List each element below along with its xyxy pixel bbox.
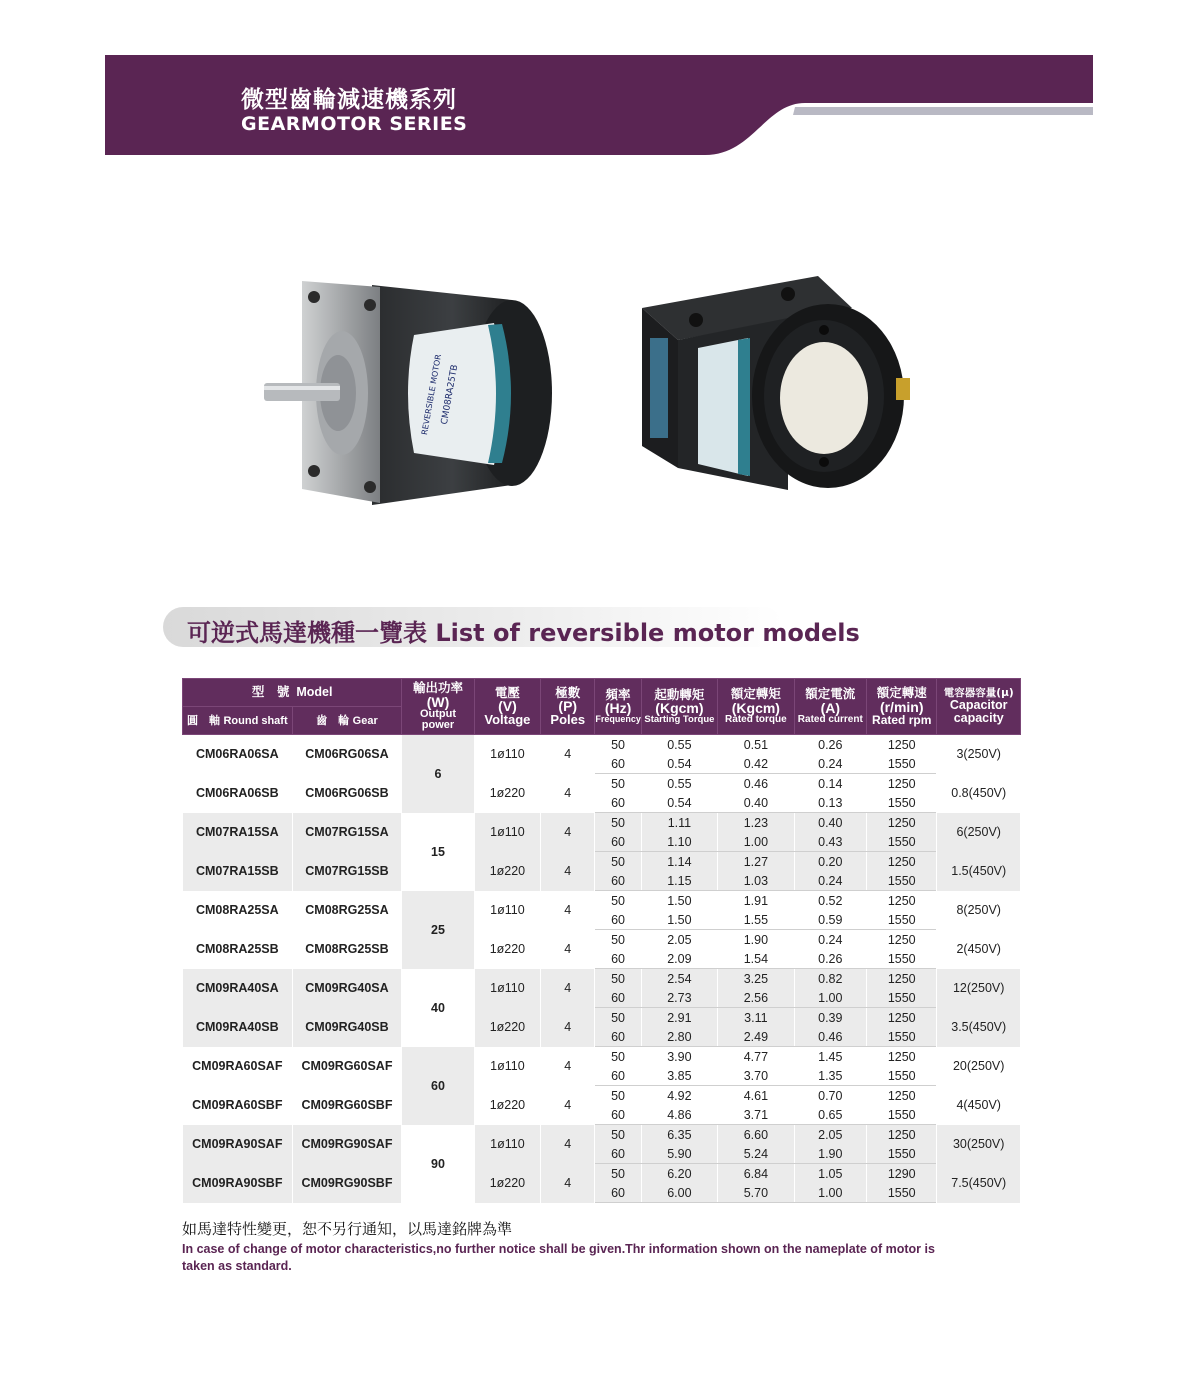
cell-rated-torque: 1.54 (718, 949, 794, 969)
cell-rated-current: 1.00 (794, 988, 866, 1008)
cell-voltage: 1ø110 (474, 891, 540, 930)
cell-capacitor: 3(250V) (937, 735, 1021, 774)
header-poles-cn: 極數 (555, 684, 581, 700)
cell-poles: 4 (541, 1086, 595, 1125)
header-gear-cn: 齒 輪 (316, 715, 350, 727)
cell-frequency: 60 (595, 793, 641, 813)
cell-rated-current: 0.52 (794, 891, 866, 911)
cell-frequency: 50 (595, 1008, 641, 1028)
header-capacitor (937, 679, 1021, 735)
cell-rated-torque: 1.91 (718, 891, 794, 911)
cell-starting-torque: 2.73 (641, 988, 717, 1008)
cell-frequency: 60 (595, 1027, 641, 1047)
cell-frequency: 60 (595, 1105, 641, 1125)
cell-rated-rpm: 1550 (867, 949, 937, 969)
header-round-en: Round shaft (223, 715, 288, 727)
header-rated-rpm (867, 679, 937, 735)
cell-voltage: 1ø220 (474, 1086, 540, 1125)
cell-starting-torque: 4.92 (641, 1086, 717, 1106)
cell-gear-model: CM08RG25SB (292, 930, 402, 969)
header-title-en: GEARMOTOR SERIES (241, 113, 468, 135)
table-row (183, 1125, 1021, 1145)
header-round-shaft (183, 707, 293, 735)
cell-frequency: 60 (595, 949, 641, 969)
cell-rated-current: 0.39 (794, 1008, 866, 1028)
header-rated-cn: 額定轉矩 (730, 686, 781, 702)
cell-rated-torque: 1.00 (718, 832, 794, 852)
cell-gear-model: CM06RG06SA (292, 735, 402, 774)
cell-capacitor: 0.8(450V) (937, 774, 1021, 813)
cell-starting-torque: 1.11 (641, 813, 717, 833)
cell-rated-current: 0.26 (794, 949, 866, 969)
cell-gear-model: CM09RG60SAF (292, 1047, 402, 1086)
header-power-cn: 輸出功率 (413, 680, 464, 696)
cell-rated-rpm: 1250 (867, 1047, 937, 1067)
cell-gear-model: CM09RG60SBF (292, 1086, 402, 1125)
cell-rated-torque: 0.40 (718, 793, 794, 813)
header-rated-torque (718, 679, 794, 735)
cell-rated-torque: 2.56 (718, 988, 794, 1008)
cell-rated-current: 1.45 (794, 1047, 866, 1067)
label-text-type: REVERSIBLE MOTOR (420, 353, 444, 436)
cell-capacitor: 6(250V) (937, 813, 1021, 852)
cell-rated-current: 0.13 (794, 793, 866, 813)
cell-rated-current: 2.05 (794, 1125, 866, 1145)
cell-starting-torque: 1.15 (641, 871, 717, 891)
header-voltage (474, 679, 540, 735)
header-rpm-en: Rated rpm (872, 712, 932, 727)
cell-round-shaft-model: CM08RA25SB (183, 930, 293, 969)
cell-voltage: 1ø110 (474, 813, 540, 852)
cell-starting-torque: 0.55 (641, 735, 717, 755)
header-voltage-en: Voltage (484, 712, 531, 728)
header-frequency (595, 679, 641, 735)
header-rated-current (794, 679, 866, 735)
motor-front-illustration (262, 275, 562, 505)
cell-frequency: 50 (595, 891, 641, 911)
cell-voltage: 1ø220 (474, 1008, 540, 1047)
cell-rated-torque: 1.55 (718, 910, 794, 930)
cell-rated-rpm: 1550 (867, 1183, 937, 1203)
cell-voltage: 1ø220 (474, 1164, 540, 1203)
cell-rated-current: 0.26 (794, 735, 866, 755)
cell-output-power: 90 (402, 1125, 474, 1203)
cell-voltage: 1ø110 (474, 1047, 540, 1086)
cell-round-shaft-model: CM09RA40SB (183, 1008, 293, 1047)
header-voltage-cn: 電壓 (494, 684, 520, 700)
cell-frequency: 50 (595, 969, 641, 989)
table-body (183, 735, 1021, 1203)
table-row (183, 852, 1021, 872)
cell-rated-rpm: 1550 (867, 754, 937, 774)
cell-starting-torque: 3.85 (641, 1066, 717, 1086)
cell-rated-torque: 1.90 (718, 930, 794, 950)
cell-rated-torque: 1.23 (718, 813, 794, 833)
cell-gear-model: CM09RG40SB (292, 1008, 402, 1047)
cell-voltage: 1ø110 (474, 1125, 540, 1164)
cell-frequency: 60 (595, 832, 641, 852)
table-row (183, 969, 1021, 989)
cell-rated-current: 0.46 (794, 1027, 866, 1047)
cell-starting-torque: 6.20 (641, 1164, 717, 1184)
cell-rated-current: 0.24 (794, 871, 866, 891)
header-rpm-cn: 額定轉速 (876, 685, 927, 701)
cell-starting-torque: 6.35 (641, 1125, 717, 1145)
motor-photo-front (262, 275, 562, 505)
header-banner (105, 55, 1093, 155)
cell-rated-current: 0.59 (794, 910, 866, 930)
cell-frequency: 60 (595, 871, 641, 891)
cell-rated-rpm: 1550 (867, 988, 937, 1008)
cell-starting-torque: 5.90 (641, 1144, 717, 1164)
cell-rated-torque: 3.70 (718, 1066, 794, 1086)
table-row (183, 891, 1021, 911)
cell-frequency: 50 (595, 813, 641, 833)
cell-capacitor: 1.5(450V) (937, 852, 1021, 891)
cell-rated-rpm: 1250 (867, 1086, 937, 1106)
cell-rated-rpm: 1550 (867, 1027, 937, 1047)
motor-rear-illustration (638, 268, 924, 498)
cell-voltage: 1ø110 (474, 969, 540, 1008)
cell-round-shaft-model: CM09RA60SAF (183, 1047, 293, 1086)
cell-gear-model: CM09RG90SAF (292, 1125, 402, 1164)
cell-round-shaft-model: CM09RA40SA (183, 969, 293, 1008)
cell-rated-current: 0.40 (794, 813, 866, 833)
footnote-cn: 如馬達特性變更，恕不另行通知，以馬達銘牌為準 (182, 1220, 513, 1238)
cell-rated-rpm: 1550 (867, 910, 937, 930)
cell-rated-torque: 5.70 (718, 1183, 794, 1203)
cell-voltage: 1ø220 (474, 774, 540, 813)
footnote-en: In case of change of motor characteristics,no further notice shall be given.Thr information shown on the nameplate of motor is taken as standard. (182, 1242, 935, 1273)
cell-rated-rpm: 1250 (867, 1008, 937, 1028)
cell-rated-torque: 0.46 (718, 774, 794, 794)
header-voltage-unit: (V) (498, 698, 517, 715)
cell-round-shaft-model: CM06RA06SB (183, 774, 293, 813)
cell-rated-rpm: 1550 (867, 871, 937, 891)
cell-poles: 4 (541, 813, 595, 852)
section-title (163, 607, 913, 647)
header-current-en: Rated current (797, 713, 863, 725)
cell-poles: 4 (541, 930, 595, 969)
label-text-model: CM08RA25TB (439, 363, 461, 426)
cell-starting-torque: 1.50 (641, 891, 717, 911)
cell-rated-current: 0.65 (794, 1105, 866, 1125)
cell-rated-rpm: 1250 (867, 774, 937, 794)
cell-capacitor: 4(450V) (937, 1086, 1021, 1125)
header-model (183, 679, 402, 707)
cell-frequency: 50 (595, 1125, 641, 1145)
cell-poles: 4 (541, 774, 595, 813)
motor-photo-rear (638, 268, 924, 498)
cell-rated-torque: 3.11 (718, 1008, 794, 1028)
cell-frequency: 50 (595, 1086, 641, 1106)
cell-starting-torque: 1.14 (641, 852, 717, 872)
cell-voltage: 1ø220 (474, 852, 540, 891)
header-poles-unit: (P) (558, 698, 578, 715)
cell-rated-torque: 0.42 (718, 754, 794, 774)
cell-gear-model: CM08RG25SA (292, 891, 402, 930)
cell-round-shaft-model: CM07RA15SA (183, 813, 293, 852)
header-title-cn: 微型齒輪減速機系列 (241, 87, 457, 113)
header-starting-torque (641, 679, 717, 735)
cell-starting-torque: 2.80 (641, 1027, 717, 1047)
cell-round-shaft-model: CM06RA06SA (183, 735, 293, 774)
cell-voltage: 1ø110 (474, 735, 540, 774)
cell-rated-torque: 4.61 (718, 1086, 794, 1106)
cell-frequency: 60 (595, 1144, 641, 1164)
cell-rated-torque: 6.84 (718, 1164, 794, 1184)
header-gear-en: Gear (352, 715, 378, 727)
cell-rated-current: 1.35 (794, 1066, 866, 1086)
cell-rated-rpm: 1550 (867, 793, 937, 813)
header-rated-unit: (Kgcm) (731, 699, 780, 716)
header-power (402, 679, 474, 735)
cell-round-shaft-model: CM09RA90SAF (183, 1125, 293, 1164)
header-cap-en: Capacitor capacity (949, 697, 1008, 725)
cell-poles: 4 (541, 735, 595, 774)
cell-rated-rpm: 1550 (867, 1066, 937, 1086)
section-title-text: 可逆式馬達機種一覽表 List of reversible motor models (187, 619, 860, 647)
cell-starting-torque: 0.54 (641, 754, 717, 774)
cell-frequency: 50 (595, 774, 641, 794)
cell-rated-rpm: 1250 (867, 891, 937, 911)
cell-rated-torque: 2.49 (718, 1027, 794, 1047)
header-gear (292, 707, 402, 735)
table-row (183, 1086, 1021, 1106)
cell-rated-rpm: 1550 (867, 1105, 937, 1125)
cell-gear-model: CM07RG15SB (292, 852, 402, 891)
table-row (183, 1164, 1021, 1184)
cell-gear-model: CM07RG15SA (292, 813, 402, 852)
table-row (183, 1008, 1021, 1028)
cell-rated-rpm: 1250 (867, 1125, 937, 1145)
header-poles-en: Poles (550, 712, 586, 728)
cell-poles: 4 (541, 1047, 595, 1086)
header-power-unit: (W) (426, 693, 450, 710)
cell-output-power: 15 (402, 813, 474, 891)
cell-starting-torque: 1.50 (641, 910, 717, 930)
header-model-en: Model (296, 685, 333, 700)
cell-rated-current: 1.90 (794, 1144, 866, 1164)
cell-frequency: 60 (595, 754, 641, 774)
table-row (183, 1047, 1021, 1067)
cell-rated-rpm: 1250 (867, 813, 937, 833)
cell-round-shaft-model: CM08RA25SA (183, 891, 293, 930)
reversible-motor-table (182, 678, 1021, 1203)
cell-round-shaft-model: CM09RA90SBF (183, 1164, 293, 1203)
header-round-cn: 圓 軸 (186, 715, 220, 727)
cell-poles: 4 (541, 852, 595, 891)
cell-output-power: 40 (402, 969, 474, 1047)
cell-rated-torque: 5.24 (718, 1144, 794, 1164)
cell-rated-current: 0.14 (794, 774, 866, 794)
cell-frequency: 50 (595, 852, 641, 872)
header-start-cn: 起動轉矩 (654, 686, 705, 702)
cell-capacitor: 8(250V) (937, 891, 1021, 930)
header-start-en: Starting Torque (644, 714, 715, 725)
cell-starting-torque: 6.00 (641, 1183, 717, 1203)
table-row (183, 813, 1021, 833)
cell-capacitor: 30(250V) (937, 1125, 1021, 1164)
cell-output-power: 60 (402, 1047, 474, 1125)
table-row (183, 930, 1021, 950)
cell-poles: 4 (541, 1164, 595, 1203)
header-start-unit: (Kgcm) (655, 700, 704, 716)
cell-rated-current: 0.70 (794, 1086, 866, 1106)
header-power-en: Output power (419, 707, 457, 731)
cell-starting-torque: 2.91 (641, 1008, 717, 1028)
cell-capacitor: 2(450V) (937, 930, 1021, 969)
table-row (183, 774, 1021, 794)
header-frequency-unit: (Hz) (604, 700, 632, 717)
cell-rated-torque: 0.51 (718, 735, 794, 755)
cell-rated-torque: 1.27 (718, 852, 794, 872)
cell-capacitor: 20(250V) (937, 1047, 1021, 1086)
header-current-unit: (A) (820, 699, 841, 716)
cell-output-power: 25 (402, 891, 474, 969)
header-frequency-en: Frequency (595, 714, 641, 725)
cell-poles: 4 (541, 891, 595, 930)
cell-poles: 4 (541, 969, 595, 1008)
cell-starting-torque: 2.09 (641, 949, 717, 969)
cell-starting-torque: 0.55 (641, 774, 717, 794)
cell-frequency: 50 (595, 1164, 641, 1184)
header-rpm-unit: (r/min) (879, 698, 924, 715)
cell-frequency: 60 (595, 1066, 641, 1086)
cell-rated-current: 1.05 (794, 1164, 866, 1184)
cell-frequency: 60 (595, 988, 641, 1008)
cell-gear-model: CM09RG40SA (292, 969, 402, 1008)
cell-frequency: 60 (595, 910, 641, 930)
cell-rated-torque: 6.60 (718, 1125, 794, 1145)
header-frequency-cn: 頻率 (605, 686, 631, 702)
header-rated-en: Rated torque (725, 713, 787, 725)
header-model-cn: 型 號 (251, 685, 290, 700)
cell-capacitor: 3.5(450V) (937, 1008, 1021, 1047)
cell-rated-current: 0.24 (794, 754, 866, 774)
cell-rated-current: 0.43 (794, 832, 866, 852)
table-row (183, 735, 1021, 755)
cell-starting-torque: 2.05 (641, 930, 717, 950)
cell-rated-torque: 3.25 (718, 969, 794, 989)
cell-round-shaft-model: CM07RA15SB (183, 852, 293, 891)
cell-rated-torque: 1.03 (718, 871, 794, 891)
cell-starting-torque: 0.54 (641, 793, 717, 813)
header-current-cn: 額定電流 (805, 686, 856, 702)
cell-frequency: 50 (595, 930, 641, 950)
cell-gear-model: CM06RG06SB (292, 774, 402, 813)
cell-rated-torque: 3.71 (718, 1105, 794, 1125)
cell-capacitor: 12(250V) (937, 969, 1021, 1008)
cell-rated-rpm: 1250 (867, 969, 937, 989)
cell-rated-rpm: 1250 (867, 930, 937, 950)
cell-poles: 4 (541, 1008, 595, 1047)
cell-rated-rpm: 1250 (867, 852, 937, 872)
cell-rated-current: 1.00 (794, 1183, 866, 1203)
cell-starting-torque: 2.54 (641, 969, 717, 989)
cell-capacitor: 7.5(450V) (937, 1164, 1021, 1203)
cell-starting-torque: 4.86 (641, 1105, 717, 1125)
cell-frequency: 60 (595, 1183, 641, 1203)
header-poles (541, 679, 595, 735)
cell-output-power: 6 (402, 735, 474, 813)
cell-rated-current: 0.20 (794, 852, 866, 872)
cell-gear-model: CM09RG90SBF (292, 1164, 402, 1203)
cell-rated-rpm: 1550 (867, 1144, 937, 1164)
cell-rated-torque: 4.77 (718, 1047, 794, 1067)
cell-voltage: 1ø220 (474, 930, 540, 969)
cell-starting-torque: 1.10 (641, 832, 717, 852)
cell-rated-current: 0.82 (794, 969, 866, 989)
header-cap-cn: 電容器容量(μ) (943, 687, 1014, 700)
cell-rated-rpm: 1250 (867, 735, 937, 755)
cell-rated-rpm: 1550 (867, 832, 937, 852)
cell-frequency: 50 (595, 1047, 641, 1067)
cell-rated-current: 0.24 (794, 930, 866, 950)
cell-starting-torque: 3.90 (641, 1047, 717, 1067)
cell-rated-rpm: 1290 (867, 1164, 937, 1184)
cell-round-shaft-model: CM09RA60SBF (183, 1086, 293, 1125)
cell-poles: 4 (541, 1125, 595, 1164)
cell-frequency: 50 (595, 735, 641, 755)
